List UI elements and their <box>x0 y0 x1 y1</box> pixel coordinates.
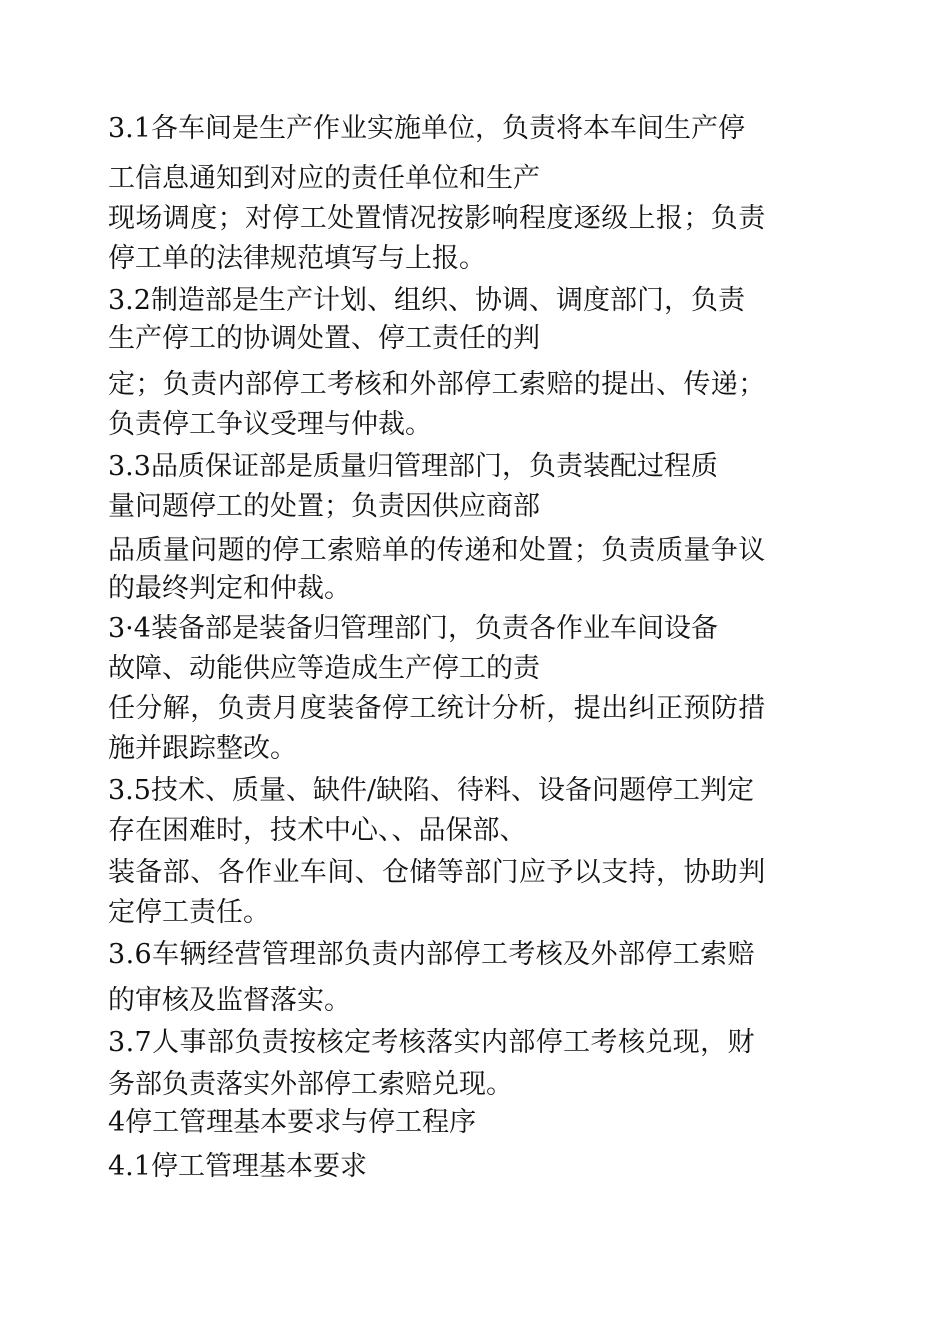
subsection-heading: 4.1停工管理基本要求 <box>108 1151 367 1182</box>
text-line: 3.2制造部是生产计划、组织、协调、调度部门，负责 <box>108 285 745 316</box>
text-line: 任分解，负责月度装备停工统计分析，提出纠正预防措 <box>108 693 766 724</box>
text-line: 装备部、各作业车间、仓储等部门应予以支持，协助判 <box>108 857 766 888</box>
text-line: 存在困难时，技术中心、、品保部、 <box>108 815 527 846</box>
text-line: 3.1各车间是生产作业实施单位，负责将本车间生产停 <box>108 113 745 144</box>
text-line: 的最终判定和仲裁。 <box>108 573 351 604</box>
text-line: 现场调度；对停工处置情况按影响程度逐级上报；负责 <box>108 203 766 234</box>
text-line: 务部负责落实外部停工索赔兑现。 <box>108 1069 513 1100</box>
text-line: 品质量问题的停工索赔单的传递和处置；负责质量争议 <box>108 535 766 566</box>
text-line: 停工单的法律规范填写与上报。 <box>108 243 486 274</box>
text-line: 3.7人事部负责按核定考核落实内部停工考核兑现，财 <box>108 1027 755 1058</box>
text-line: 故障、动能供应等造成生产停工的责 <box>108 653 540 684</box>
text-line: 3.3品质保证部是质量归管理部门，负责装配过程质 <box>108 451 718 482</box>
text-line: 3.5技术、质量、缺件/缺陷、待料、设备问题停工判定 <box>108 775 755 806</box>
text-line: 生产停工的协调处置、停工责任的判 <box>108 323 540 354</box>
text-line: 3.6车辆经营管理部负责内部停工考核及外部停工索赔 <box>108 939 755 970</box>
text-line: 定停工责任。 <box>108 897 270 928</box>
text-line: 3·4装备部是装备归管理部门，负责各作业车间设备 <box>108 613 718 644</box>
text-line: 工信息通知到对应的责任单位和生产 <box>108 163 540 194</box>
text-line: 定；负责内部停工考核和外部停工索赔的提出、传递； <box>108 369 766 400</box>
text-line: 量问题停工的处置；负责因供应商部 <box>108 491 540 522</box>
text-line: 施并跟踪整改。 <box>108 733 297 764</box>
text-line: 的审核及监督落实。 <box>108 985 351 1016</box>
text-line: 负责停工争议受理与仲裁。 <box>108 409 432 440</box>
section-heading: 4停工管理基本要求与停工程序 <box>108 1107 477 1138</box>
